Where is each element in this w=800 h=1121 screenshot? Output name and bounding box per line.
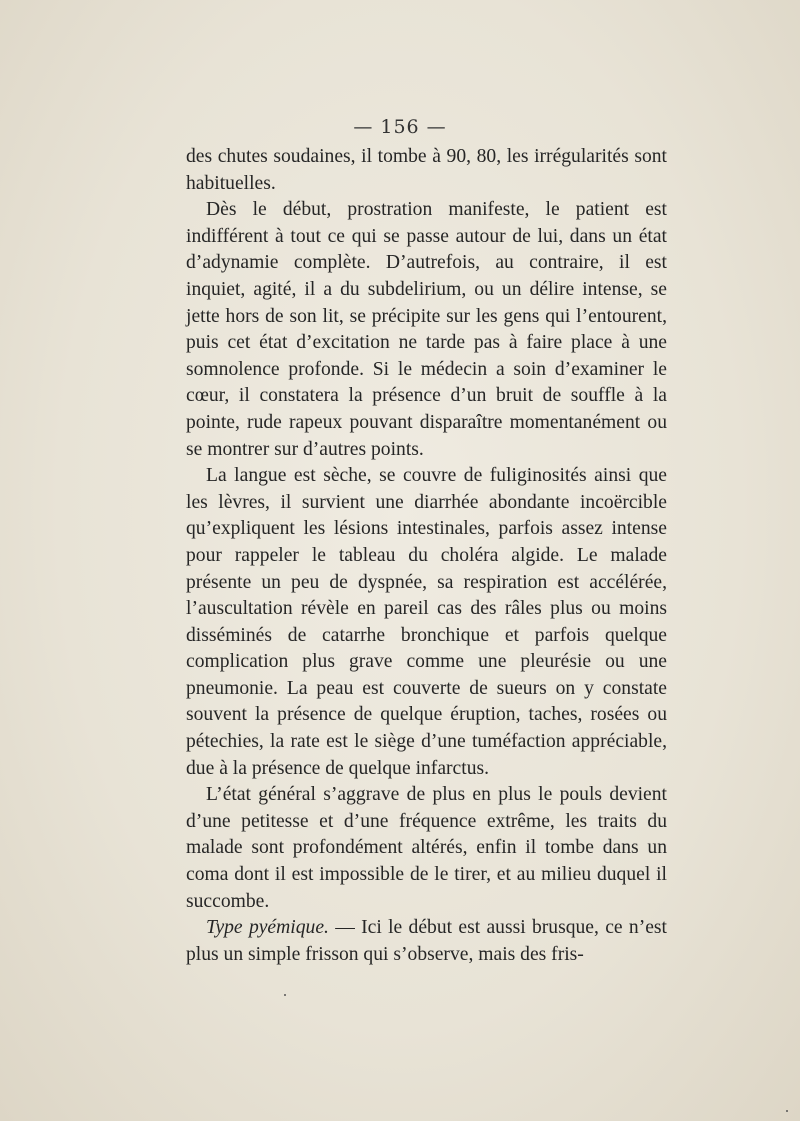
- page-number: — 156 —: [353, 116, 447, 138]
- section-heading-type-pyemique: Type pyémique.: [206, 917, 329, 939]
- paragraph-2: Dès le début, prostration manifeste, le patient est indifférent à tout ce qui se passe autour de lui, dans un état d’adynamie complète. D’autrefois, au contraire, il est inquiet, agité, il a du subdelirium, ou un délire intense, se jette hors de son lit, se précipite sur les gens qui l’entourent, puis cet état d’excitation ne tarde pas à faire place à une somnolence profonde. Si le médecin a soin d’examiner le cœur, il constatera la présence d’un bruit de souffle à la pointe, rude rapeux pouvant disparaître momentanément ou se montrer sur d’autres points.: [186, 199, 667, 460]
- paragraph-3: La langue est sèche, se couvre de fuliginosités ainsi que les lèvres, il survient une diarrhée abondante incoërcible qu’expliquent les lésions intestinales, parfois assez intense pour rappeler le tableau du choléra algide. Le malade présente un peu de dyspnée, sa respiration est accélérée, l’auscultation révèle en pareil cas des râles plus ou moins disséminés de catarrhe bronchique et parfois quelque complication plus grave comme une pleurésie ou une pneumonie. La peau est couverte de sueurs on y constate souvent la présence de quelque éruption, taches, rosées ou pétechies, la rate est le siège d’une tuméfaction appréciable, due à la présence de quelque infarctus.: [186, 465, 667, 779]
- paragraph-4: L’état général s’aggrave de plus en plus le pouls devient d’une petitesse et d’une fréquence extrême, les traits du malade sont profondément altérés, enfin il tombe dans un coma dont il est impossible de le tirer, et au milieu duquel il succombe.: [186, 784, 667, 912]
- paper-speck: [284, 994, 286, 996]
- body-text: [186, 144, 667, 968]
- paragraph-5: [186, 915, 667, 968]
- paragraph-5-text: — Ici le début est aussi brusque, ce n’est plus un simple frisson qui s’observe, mais des fris-: [186, 917, 667, 965]
- paragraph-1: des chutes soudaines, il tombe à 90, 80, les irrégularités sont habituelles.: [186, 146, 667, 194]
- paper-speck: [786, 1110, 788, 1112]
